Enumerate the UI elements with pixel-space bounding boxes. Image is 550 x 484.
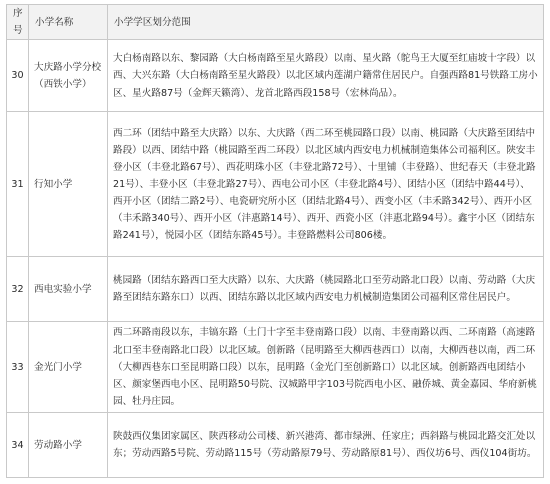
table-row	[7, 322, 544, 413]
row-serial-number: 31	[7, 112, 29, 257]
school-district-table	[6, 4, 544, 478]
row-school-name: 行知小学	[29, 112, 108, 257]
row-district-scope: 桃园路（团结东路西口至大庆路）以东、大庆路（桃园路北口至劳动路北口段）以南、劳动路（大庆路至团结东路东口）以西、团结东路以北区域内西安电力机械制造集团公司福利区常住居民户。	[108, 257, 544, 322]
table-row	[7, 413, 544, 478]
row-serial-number: 33	[7, 322, 29, 413]
table-header-row	[7, 5, 544, 40]
row-serial-number: 32	[7, 257, 29, 322]
header-school-name: 小学名称	[29, 5, 108, 40]
row-district-scope: 西二环（团结中路至大庆路）以东、大庆路（西二环至桃园路口段）以南、桃园路（大庆路至团结中路段）以西、团结中路（桃园路至西二环段）以北区域内西安电力机械制造集体公司福利区。陕安丰登小区（丰登北路67号）、西花明珠小区（丰登北路72号）、十里铺（丰登路）、世纪春天（丰登北路21号）、丰登小区（丰登北路27号）、西电公司小区（丰登北路4号）、团结小区（团结中路44号）、西开小区（团结二路2号）、电瓷研究所小区（团结北路4号）、西变小区（丰禾路342号）、西开小区（丰禾路340号）、西开小区（沣惠路14号）、西开、西瓷小区（沣惠北路94号）。鑫宇小区（团结东路241号），悦园小区（团结东路45号）。丰登路燃料公司806楼。	[108, 112, 544, 257]
row-district-scope: 陕鼓西仪集团家属区、陕西移动公司楼、新兴港湾、都市绿洲、任家庄；西斜路与桃园北路交汇处以东；劳动西路5号院、劳动路115号（劳动路原79号、劳动路原81号）、西仪坊6号、西仪104街坊。	[108, 413, 544, 478]
row-school-name: 劳动路小学	[29, 413, 108, 478]
row-school-name: 金光门小学	[29, 322, 108, 413]
table-row	[7, 257, 544, 322]
row-district-scope: 西二环路南段以东，丰镐东路（土门十字至丰登南路口段）以南、丰登南路以西、二环南路（高速路北口至丰登南路北口段）以北区域。创新路（昆明路至大柳西巷西口）以南，大柳西巷以南，西二环（大柳西巷东口至昆明路口段）以东，昆明路（金光门至创新路口）以北区域。创新路西电团结小区、颜家堡西电小区、昆明路50号院、汉城路甲字103号院西电小区、融侨城、黄金嘉园、华府新桃园、牡丹庄园。	[108, 322, 544, 413]
row-serial-number: 34	[7, 413, 29, 478]
header-serial-number: 序号	[7, 5, 29, 40]
row-district-scope: 大白杨南路以东、黎园路（大白杨南路至星火路段）以南、星火路（鸵鸟王大厦至红庙坡十字段）以西、大兴东路（大白杨南路至星火路段）以北区域内莲湖户籍常住居民户。自强西路81号铁路工房小区、星火路87号（金辉天籁湾）、龙首北路西段158号（宏林尚品）。	[108, 40, 544, 112]
row-school-name: 西电实验小学	[29, 257, 108, 322]
table-row	[7, 40, 544, 112]
row-school-name: 大庆路小学分校（西铁小学）	[29, 40, 108, 112]
row-serial-number: 30	[7, 40, 29, 112]
table-row	[7, 112, 544, 257]
header-district-scope: 小学学区划分范围	[108, 5, 544, 40]
